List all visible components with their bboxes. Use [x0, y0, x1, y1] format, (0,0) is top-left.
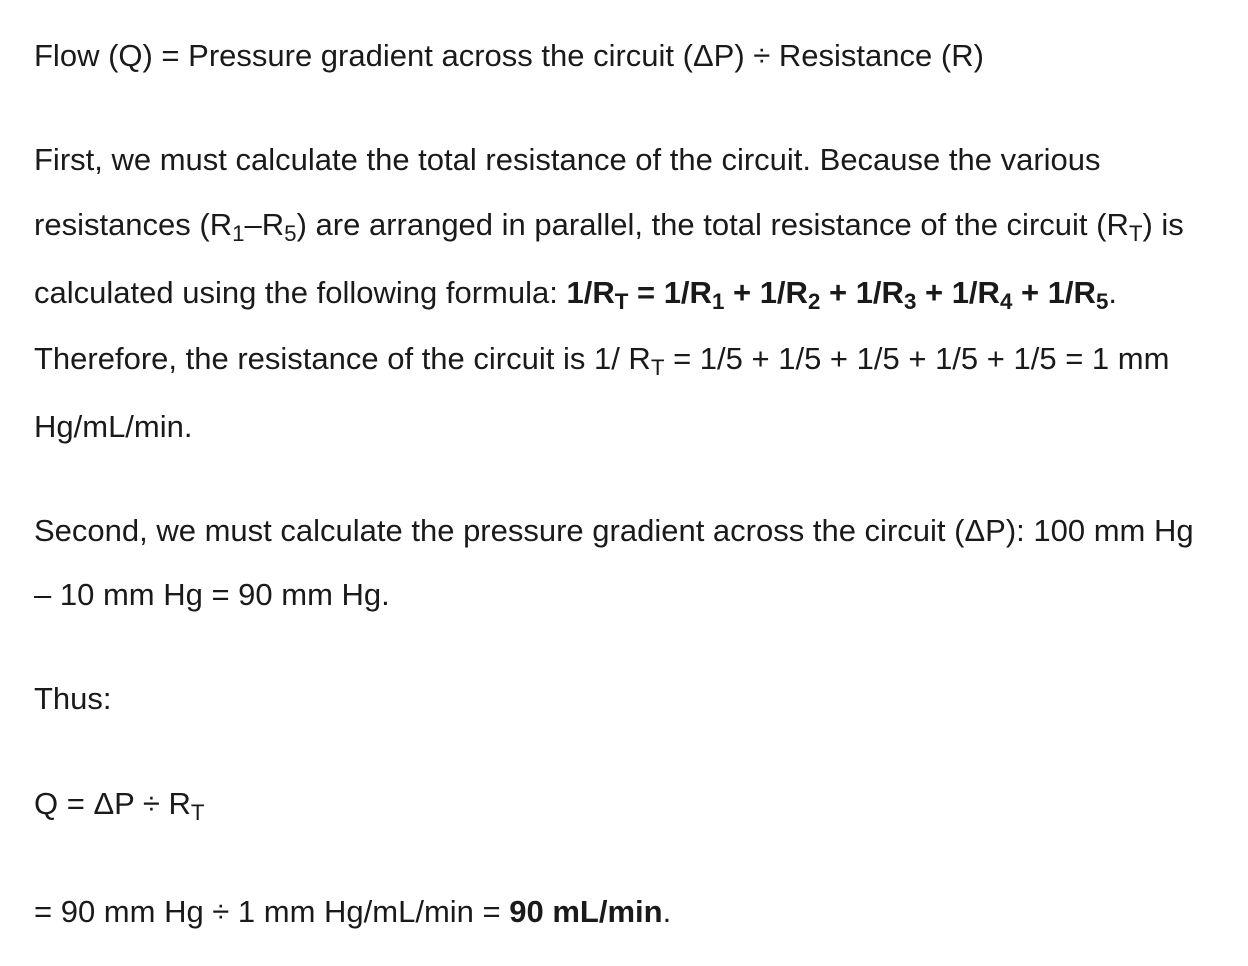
paragraph1-line4: Therefore, the resistance of the circuit is 1/ $R_T = 1/5 + 1/5 + 1/5 + 1/5 + 1/5 = 1$ mm: [34, 341, 1170, 381]
paragraph2-line1: Second, we must calculate the pressure gradient across the circuit (ΔP): 100 mm Hg: [34, 513, 1194, 548]
paragraph1-line5: Hg/mL/min.: [34, 409, 193, 444]
flow-equation: $Q = \Delta P \div R_T$: [34, 786, 205, 826]
thus-label: Thus:: [34, 681, 112, 716]
paragraph1-line2: resistances $(R_1-R_5)$ are arranged in parallel, the total resistance of the circuit $(R_T)$ is: [34, 207, 1184, 247]
parallel-resistance-formula: $1/R_T = 1/R_1 + 1/R_2 + 1/R_3 + 1/R_4 + 1/R_5$: [566, 275, 1109, 315]
paragraph1-line3: calculated using the following formula: $1/R_T = 1/R_1 + 1/R_2 + 1/R_3 + 1/R_4 + 1/R_5$.: [34, 275, 1117, 315]
paragraph2-line2: – 10 mm Hg = 90 mm Hg.: [34, 577, 390, 612]
flow-formula-line: Flow (Q) = Pressure gradient across the circuit (ΔP) ÷ Resistance (R): [34, 38, 984, 73]
flow-result: 90 mL/min: [509, 894, 663, 929]
paragraph1-line1: First, we must calculate the total resistance of the circuit. Because the various: [34, 142, 1101, 177]
flow-result-equation: = 90 mm Hg ÷ 1 mm Hg/mL/min = 90 mL/min.: [34, 894, 672, 929]
